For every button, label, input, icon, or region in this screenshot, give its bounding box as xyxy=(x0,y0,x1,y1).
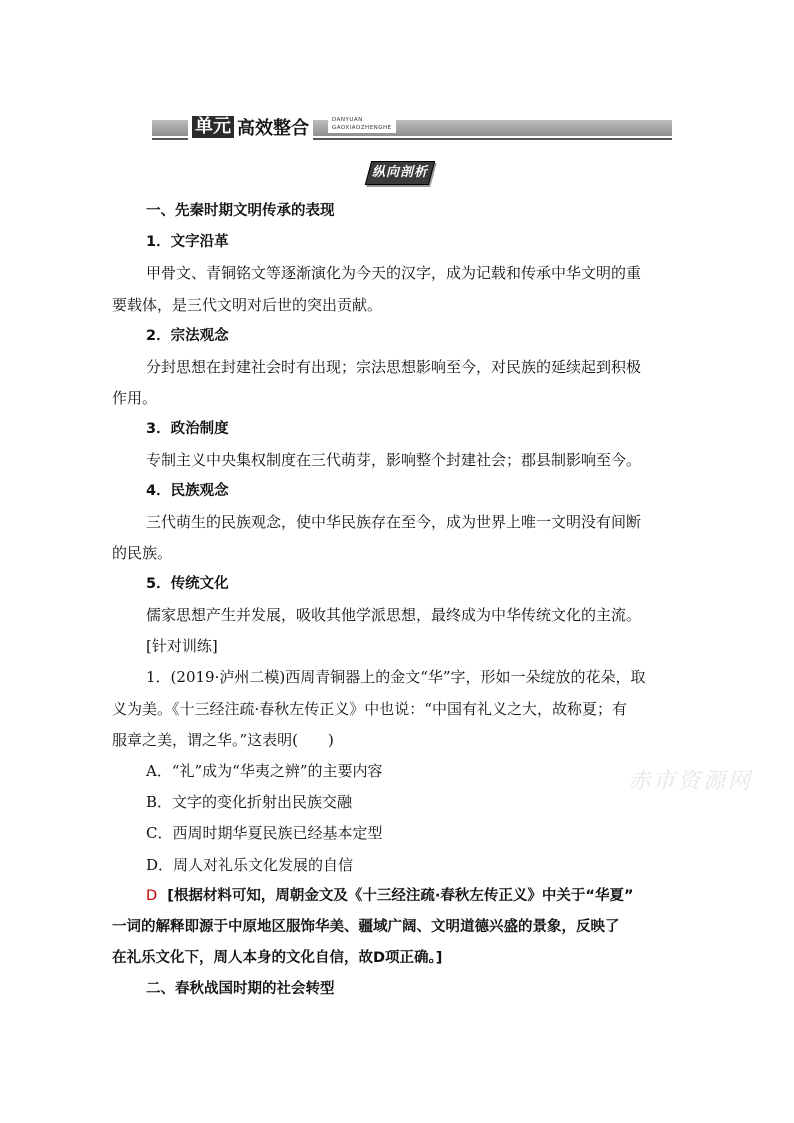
banner-subtitle-line2: GAOXIAOZHENGHE xyxy=(332,125,392,131)
practice-label: [针对训练] xyxy=(146,637,218,655)
item-5-body-line-1: 儒家思想产生并发展，吸收其他学派思想，最终成为中华传统文化的主流。 xyxy=(146,606,642,624)
answer-line-3: 在礼乐文化下，周人本身的文化自信，故D项正确。] xyxy=(112,950,443,966)
answer-line-2: 一词的解释即源于中原地区服饰华美、疆域广阔、文明道德兴盛的景象，反映了 xyxy=(112,919,620,935)
question-line-1: 1．(2019·泸州二模)西周青铜器上的金文“华”字，形如一朵绽放的花朵，取 xyxy=(146,668,646,686)
banner-title xyxy=(188,114,313,140)
option-d: D．周人对礼乐文化发展的自信 xyxy=(146,856,354,874)
item-2-body-line-1: 分封思想在封建社会时有出现；宗法思想影响至今，对民族的延续起到积极 xyxy=(146,358,642,376)
heading-2: 二、春秋战国时期的社会转型 xyxy=(146,981,335,997)
item-4-title: 4．民族观念 xyxy=(146,483,229,499)
answer-text-1: [根据材料可知，周朝金文及《十三经注疏·春秋左传正义》中关于“华夏” xyxy=(167,888,634,904)
answer-letter: D xyxy=(146,888,158,904)
banner-subtitle-line1: DANYUAN xyxy=(332,117,363,123)
section-tag-label: 纵向剖析 xyxy=(371,165,428,180)
item-2-body-line-2: 作用。 xyxy=(112,389,158,407)
banner-title-box: 单元 xyxy=(192,116,234,138)
item-5-title: 5．传统文化 xyxy=(146,576,229,592)
answer-line-1 xyxy=(146,886,633,906)
section-tag xyxy=(365,161,435,185)
item-1-title: 1．文字沿革 xyxy=(146,234,229,250)
item-3-title: 3．政治制度 xyxy=(146,421,229,437)
item-2-title: 2．宗法观念 xyxy=(146,328,229,344)
unit-banner xyxy=(152,114,672,140)
item-1-body-line-2: 要载体，是三代文明对后世的突出贡献。 xyxy=(112,296,383,314)
option-a: A．“礼”成为“华夷之辨”的主要内容 xyxy=(146,762,383,780)
item-3-body-line-1: 专制主义中央集权制度在三代萌芽，影响整个封建社会；郡县制影响至今。 xyxy=(146,451,642,469)
item-4-body-line-1: 三代萌生的民族观念，使中华民族存在至今，成为世界上唯一文明没有间断 xyxy=(146,513,642,531)
item-4-body-line-2: 的民族。 xyxy=(112,544,173,562)
question-line-2: 义为美。《十三经注疏·春秋左传正义》中也说：“中国有礼义之大，故称夏；有 xyxy=(112,700,627,718)
option-c: C．西周时期华夏民族已经基本定型 xyxy=(146,824,383,842)
banner-title-rest: 高效整合 xyxy=(237,118,309,139)
banner-subtitle xyxy=(328,115,396,133)
option-b: B．文字的变化折射出民族交融 xyxy=(146,793,353,811)
item-1-body-line-1: 甲骨文、青铜铭文等逐渐演化为今天的汉字，成为记载和传承中华文明的重 xyxy=(146,264,642,282)
question-line-3: 服章之美，谓之华。”这表明( ) xyxy=(112,731,334,749)
heading-1: 一、先秦时期文明传承的表现 xyxy=(146,203,335,219)
watermark: 赤市资源网 xyxy=(628,769,754,794)
